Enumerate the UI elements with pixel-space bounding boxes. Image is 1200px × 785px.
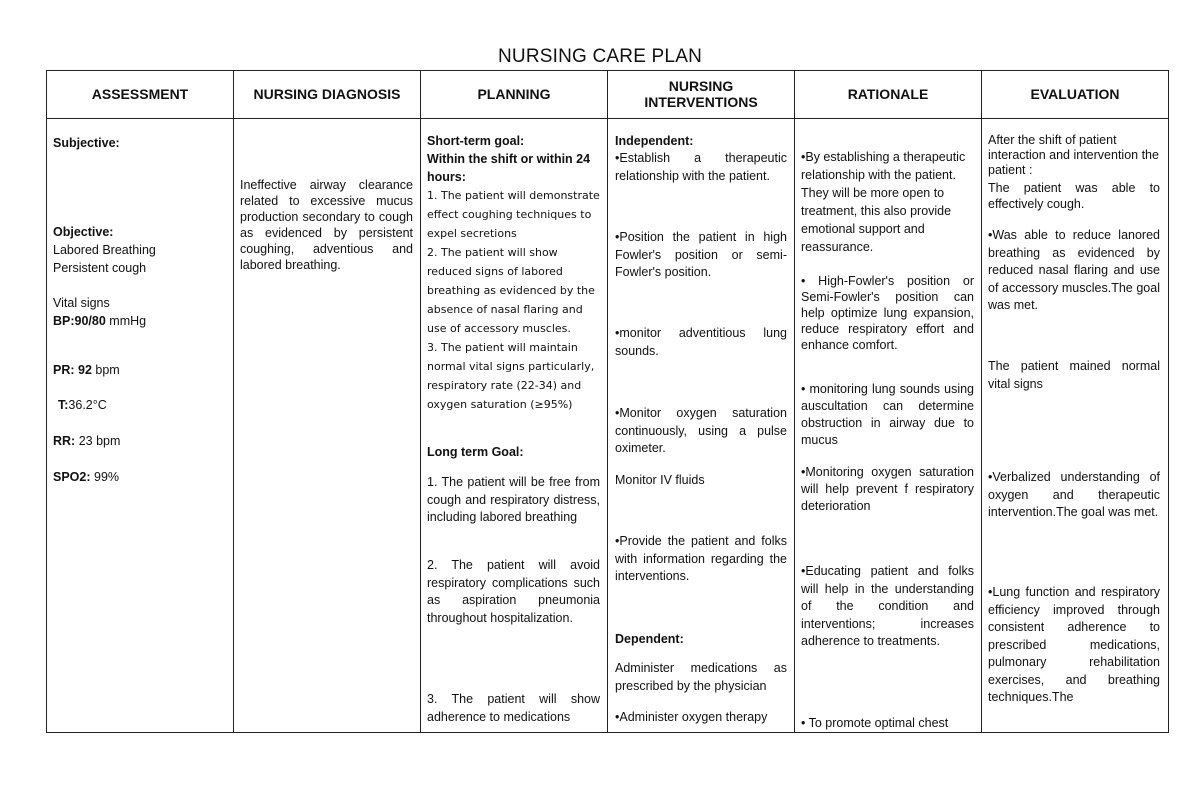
rationale-item: •Monitoring oxygen saturation will help prevent f respiratory deterioration <box>801 465 974 513</box>
evaluation-item: •Was able to reduce lanored breathing as evidenced by reduced nasal flaring and use of accessory muscles.The goal was met. <box>988 228 1160 312</box>
long-term-heading: Long term Goal: <box>427 445 524 459</box>
temp-label: T: <box>58 398 69 412</box>
vital-signs-label: Vital signs <box>53 296 110 310</box>
short-term-goal: 3. The patient will maintain normal vital signs particularly, respiratory rate (22-34) and oxygen saturation (≥95%) <box>427 341 595 411</box>
header-nursing-interventions: NURSING INTERVENTIONS <box>644 78 758 110</box>
page-title: NURSING CARE PLAN <box>498 46 702 67</box>
column-divider <box>420 70 421 733</box>
header-evaluation: EVALUATION <box>1030 86 1120 102</box>
column-divider <box>233 70 234 733</box>
rationale-item: •Educating patient and folks will help in the understanding of the condition and interventions; increases adherence to treatments. <box>801 564 974 648</box>
evaluation-item: The patient mained normal vital signs <box>988 359 1160 391</box>
temp-value: 36.2°C <box>68 398 107 412</box>
rr-label: RR: <box>53 434 76 448</box>
column-divider <box>1168 70 1169 733</box>
intervention-item: Monitor IV fluids <box>615 473 705 487</box>
column-divider <box>607 70 608 733</box>
spo2-reading <box>53 469 119 487</box>
objective-label: Objective: <box>53 225 114 239</box>
independent-label: Independent: <box>615 134 694 148</box>
column-divider <box>981 70 982 733</box>
evaluation-item: The patient was able to effectively cough. <box>988 181 1160 211</box>
pr-reading <box>53 362 120 380</box>
evaluation-intro: After the shift of patient interaction and intervention the patient : <box>988 133 1159 177</box>
intervention-item: •Administer oxygen therapy <box>615 710 768 724</box>
short-term-goal: 1. The patient will demonstrate effect coughing techniques to expel secretions <box>427 189 600 240</box>
rr-value: 23 bpm <box>75 434 121 448</box>
diagnosis-text: Ineffective airway clearance related to excessive mucus production secondary to cough as evidenced by persistent coughing, adventious and labored breathing. <box>240 178 413 272</box>
intervention-item: •Monitor oxygen saturation continuously, using a pulse oximeter. <box>615 406 787 455</box>
column-divider <box>794 70 795 733</box>
column-divider <box>46 70 47 733</box>
short-term-goal: 2. The patient will show reduced signs of labored breathing as evidenced by the absence of nasal flaring and use of accessory muscles. <box>427 246 595 335</box>
short-term-heading: Short-term goal: <box>427 134 525 148</box>
rationale-item: •By establishing a therapeutic relationship with the patient. They will be more open to treatment, this also provide emotional support and reassurance. <box>801 150 966 254</box>
intervention-item: •Position the patient in high Fowler's position or semi-Fowler's position. <box>615 230 787 279</box>
dependent-label: Dependent: <box>615 632 684 646</box>
rationale-item: • High-Fowler's position or Semi-Fowler's position can help optimize lung expansion, reduce respiratory effort and enhance comfort. <box>801 274 974 352</box>
rr-reading <box>53 433 120 451</box>
header-nursing-diagnosis: NURSING DIAGNOSIS <box>253 86 401 102</box>
rationale-item: • monitoring lung sounds using auscultation can determine obstruction in airway due to mucus <box>801 382 974 447</box>
objective-item: Labored Breathing <box>53 243 156 257</box>
header-rationale: RATIONALE <box>847 86 929 102</box>
objective-item: Persistent cough <box>53 261 147 275</box>
evaluation-item: •Verbalized understanding of oxygen and therapeutic intervention.The goal was met. <box>988 470 1160 519</box>
bp-reading <box>53 313 146 331</box>
header-assessment: ASSESSMENT <box>91 86 189 102</box>
pr-label: PR: 92 <box>53 363 92 377</box>
intervention-item: •Provide the patient and folks with information regarding the interventions. <box>615 534 787 583</box>
long-term-goal: 1. The patient will be free from cough and respiratory distress, including labored breathing <box>427 475 600 524</box>
spo2-value: 99% <box>90 470 120 484</box>
temp-reading <box>58 397 107 415</box>
evaluation-item: •Lung function and respiratory efficiency improved through consistent adherence to prescribed medications, pulmonary rehabilitation exercises, and breathing techniques.The <box>988 585 1160 704</box>
header-planning: PLANNING <box>477 86 551 102</box>
pr-unit: bpm <box>91 363 120 377</box>
rationale-item: • To promote optimal chest <box>801 716 949 730</box>
intervention-item: •Establish a therapeutic relationship with the patient. <box>615 151 787 183</box>
long-term-goal: 3. The patient will show adherence to medications <box>427 692 600 724</box>
intervention-item: •monitor adventitious lung sounds. <box>615 326 787 358</box>
spo2-label: SPO2: <box>53 470 91 484</box>
intervention-item: Administer medications as prescribed by the physician <box>615 661 787 693</box>
bp-unit: mmHg <box>105 314 147 328</box>
short-term-window: Within the shift or within 24 hours: <box>427 152 591 184</box>
long-term-goal: 2. The patient will avoid respiratory complications such as aspiration pneumonia throughout hospitalization. <box>427 558 600 625</box>
subjective-label: Subjective: <box>53 136 120 150</box>
bp-label: BP:90/80 <box>53 314 106 328</box>
